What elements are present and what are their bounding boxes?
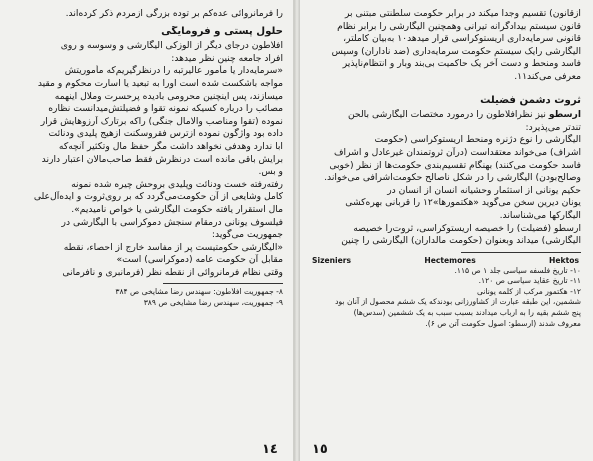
text-line: ارسطو (فضیلت) را خصیصه اریستوکراسی، ثروت‌را خصیصه (353, 222, 581, 234)
text-line: یونان دیرین سخن می‌گوید «هکتمورها»۱۲ را قربانی بهره‌کشی (345, 197, 581, 209)
section-heading: حلول پستی و فرومایگی (161, 25, 283, 37)
footnote: ۹- جمهوریت، سهندس رضا مشایخی ص ۳۸۹ (143, 298, 283, 308)
latin-term-hektos: Hektos (549, 255, 579, 265)
text-line: «الیگارشی حکومتیست پر از مفاسد خارج از احصاء، نقطه (63, 241, 283, 253)
bold-lead-word: ارسطو (548, 109, 581, 121)
text-line: کامل وشایعی از آن حکومت‌می‌گردد که بر روی‌ثروت و ایده‌آل‌علی (33, 191, 283, 203)
text-line: و بس. (258, 166, 283, 178)
text-line: فاسد حکومت می‌کنند) بهنگام تقسیم‌بندی حکومت‌ها از نظر (خوبی (329, 159, 581, 171)
text-line: وقتی نظام فرمانروائی از نقطه نظر (فرمانبری و نافرمانی (62, 266, 283, 278)
text-line: الیگارکها می‌شناساند. (499, 209, 581, 221)
text-line: مصائب را درباره کسیکه نمونه تقوا و فضیلتش‌میدانست نظاره (48, 103, 283, 115)
text-line: داده بود واژگون نموده ازترس فقروسکنت ازهیج پلیدی ودنائت (48, 128, 283, 140)
footnote: معروف شدند (ارسطو: اصول حکومت آتن ص ۶). (425, 318, 581, 328)
text-line: قانون سیستم بیدادگرانه تیرانی وهمچنین الیگارشی را برابر نظام (337, 20, 581, 32)
right-page (300, 0, 593, 461)
section-heading: ثروت دشمن فضیلت (480, 94, 581, 106)
text-line: «سرمایه‌دار یا مأمور عالیرتبه را درنظرگیریم‌که مأموریتش (64, 65, 283, 77)
text-line: تندتر می‌پذیرد: (525, 121, 581, 133)
text-line: نموده (تقوا ومناصب والامال جنگی) راکه برتارک آرزوهایش قرار (40, 115, 283, 127)
text-line: فاسد ومنحط و دست آخر یک حاکمیت بی‌بند وبار و انتظام‌ناپذیر (342, 58, 581, 70)
footnote: ۱۱- تاریخ عقاید سیاسی ص ۱۲۰. (478, 276, 581, 286)
text-line: مقابل آن حکومت عامه (دموکراسی) است» (116, 254, 283, 266)
text-line: معرفی می‌کند۱۱. (514, 70, 581, 82)
text-line: ازقانون) تقسیم وجدا میکند در برابر حکومت سلطنتی مبتنی بر (344, 8, 581, 19)
text-line: حکیم یونانی از استثمار وحشیانه انسان از انسان در (387, 184, 581, 196)
latin-term-hectemores: Hectemores (424, 255, 476, 265)
text-line: قانونی سرمایه‌داری اریستوکراسی قرار میدهد۱۰ به‌بیان کاملتر، (343, 33, 581, 45)
text-line: ابا ندارد وهدفی نخواهد داشت مگر حفظ مال وتکثیر آنچه‌که (58, 140, 283, 152)
footnote-latin-terms (310, 256, 581, 266)
footnote-divider (461, 252, 581, 253)
text-line: اشراف) می‌خواند معتقداست (درآن ثروتمندان غیرعادل و اشراف (334, 146, 581, 158)
left-page (0, 0, 294, 461)
text-line: میسازند، پس اینچنین محرومی بادیده پرحسرت وملال اینهمه (54, 90, 283, 102)
text-line: رفته‌رفته خست ودنائت وپلیدی بروحش چیره شده نمونه (71, 178, 283, 190)
text-line: الیگارشی را نوع دژنره ومنحط اریستوکراسی (حکومت (374, 134, 581, 146)
footnote: ۱۰- تاریخ فلسفه سیاسی جلد ۱ ص ۱۱۵. (454, 265, 581, 275)
text-line: الیگارشی رایک سیستم حکومت سرمایه‌داری (ضد نادار‌ان) وسپس (331, 45, 581, 57)
text-line: جمهوریت می‌گوید: (211, 229, 283, 241)
footnote: ششمین، این طبقه عبارت از کشاورزانی بودند‌که یک ششم محصول از آنان بود (335, 297, 581, 307)
latin-term-sizeniers: Sizeniers (312, 255, 352, 265)
text-line: را فرمانروائی عده‌کم بر توده بزرگی ازمردم ذکر کرده‌اند. (65, 8, 283, 19)
text-line: برایش باقی مانده است درنظرش فقط صاحب‌مالان اعتبار دارند (41, 153, 283, 165)
text-line: افلاطون درجای دیگر از الوزکی الیگارشی و وسوسه و روی (60, 40, 283, 52)
page-number: ١٥ (312, 442, 328, 457)
text-line: مال استقرار یافته حکومت الیگارشی یا خواص نامیدیم». (71, 203, 283, 215)
footnote: پنج ششم بقیه را به ارباب میدادند بسبب سبب به یک ششمین (سدس‌ها) (353, 308, 581, 318)
text-line: ارسطو نیز نظرافلاطون را درمورد مختصات الیگارشی بالحن (347, 109, 581, 121)
footnote-divider (163, 283, 283, 284)
text-line: الیگارشی) میداند وبعنوان (حکومت مالداران) الیگارشی را چنین (341, 235, 581, 247)
footnote: ۸- جمهوریت افلاطون: سهندس رضا مشایخی ص ۳۸۴ (115, 287, 283, 297)
page-number: ١٤ (262, 442, 278, 457)
text-line: فیلسوف یونانی درمقام سنجش دموکراسی با الیگارشی در (61, 216, 283, 228)
text-line: وصالح‌بودن) الیگارشی را در شکل ناصالح حکومت‌اشرافی می‌خواند. (324, 172, 581, 184)
text-line: افراد جامعه چنین نظر میدهد: (171, 52, 283, 64)
footnote: ۱۲- هکتمور مرکب از کلمه یونانی (476, 286, 581, 296)
text-line: مواجه باشکست شده است اورا به تبعید یا اسارت محکوم و مقید (37, 77, 283, 89)
